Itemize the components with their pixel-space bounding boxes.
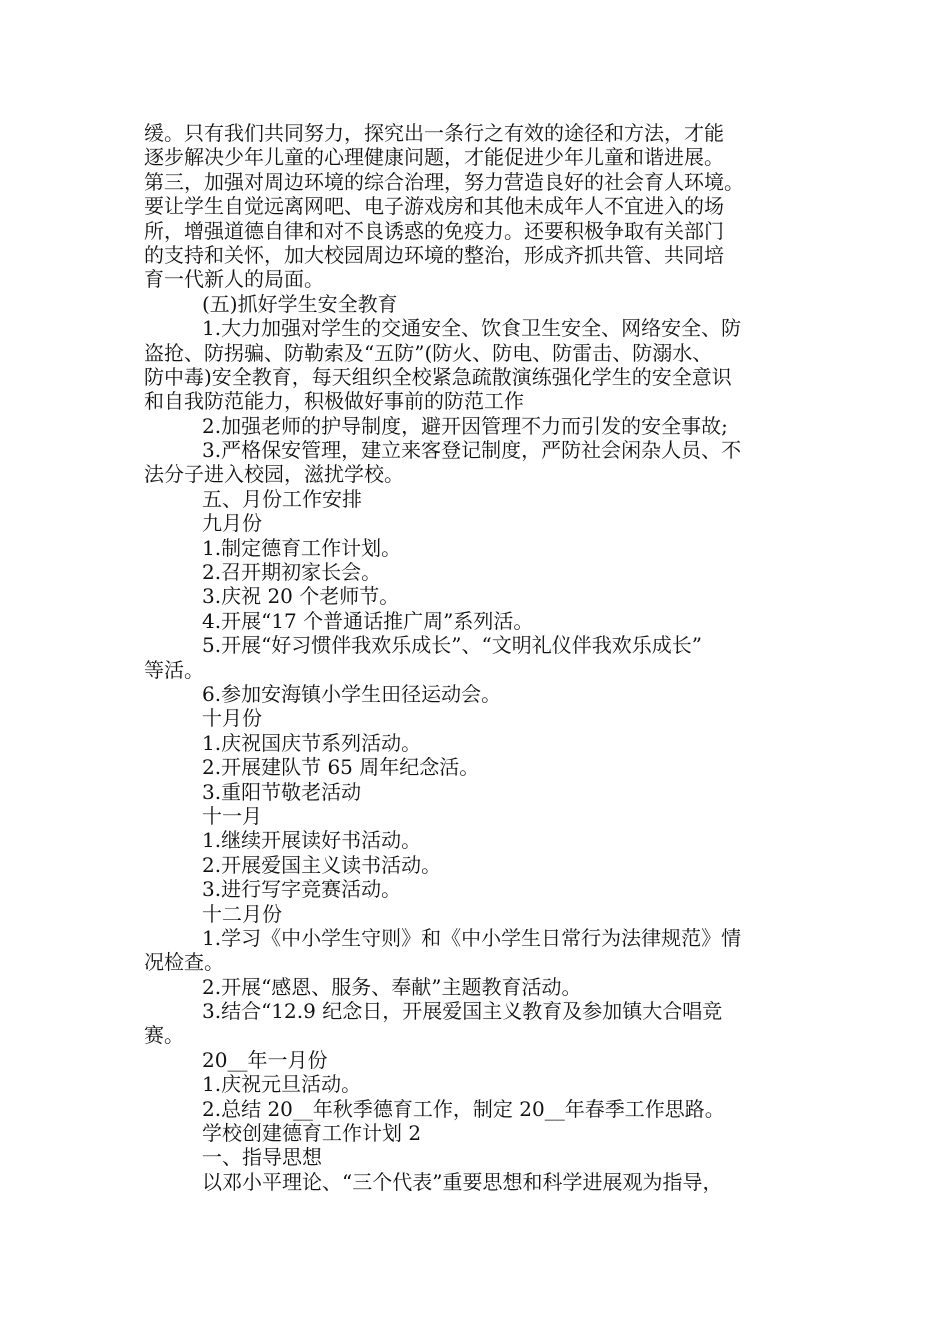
text-line: 2.开展建队节 65 周年纪念活。: [202, 755, 480, 780]
text-line: 2.召开期初家长会。: [202, 560, 382, 585]
text-line: 十月份: [202, 706, 262, 731]
text-line: 九月份: [202, 511, 262, 536]
document-body: [144, 121, 814, 1194]
text-line: 学校创建德育工作计划 2: [202, 1121, 422, 1146]
text-line: 1.庆祝国庆节系列活动。: [202, 730, 422, 755]
text-line: 缓。只有我们共同努力，探究出一条行之有效的途径和方法，才能: [144, 121, 724, 145]
text-line: 1.制定德育工作计划。: [202, 535, 402, 560]
text-line: 况检查。: [144, 950, 224, 975]
text-line: 3.严格保安管理，建立来客登记制度，严防社会闲杂人员、不: [202, 438, 742, 463]
text-line: 一、指导思想: [202, 1145, 322, 1170]
text-line: (五)抓好学生安全教育: [202, 291, 398, 316]
text-line: 逐步解决少年儿童的心理健康问题，才能促进少年儿童和谐进展。: [144, 145, 724, 170]
text-line: 3.重阳节敬老活动: [202, 779, 362, 804]
text-line: 和自我防范能力，积极做好事前的防范工作: [144, 389, 524, 414]
text-line: 20__年一月份: [202, 1047, 328, 1072]
text-line: 5.开展“好习惯伴我欢乐成长”、“文明礼仪伴我欢乐成长”: [202, 633, 702, 658]
text-line: 4.开展“17 个普通话推广周”系列活。: [202, 608, 534, 633]
text-line: 3.庆祝 20 个老师节。: [202, 584, 400, 609]
text-line: 十一月: [202, 803, 262, 828]
text-line: 第三，加强对周边环境的综合治理，努力营造良好的社会育人环境。: [144, 169, 744, 194]
text-line: 2.加强老师的护导制度，避开因管理不力而引发的安全事故;: [202, 413, 728, 438]
text-line: 要让学生自觉远离网吧、电子游戏房和其他未成年人不宜进入的场: [144, 194, 724, 219]
text-line: 等活。: [144, 657, 204, 682]
text-line: 盗抢、防拐骗、防勒索及“五防”(防火、防电、防雷击、防溺水、: [144, 340, 713, 365]
text-line: 1.学习《中小学生守则》和《中小学生日常行为法律规范》情: [202, 925, 742, 950]
text-line: 6.参加安海镇小学生田径运动会。: [202, 681, 502, 706]
text-line: 3.结合“12.9 纪念日，开展爱国主义教育及参加镇大合唱竞: [202, 999, 723, 1024]
text-line: 所，增强道德自律和对不良诱惑的免疫力。还要积极争取有关部门: [144, 218, 724, 243]
text-line: 五、月份工作安排: [202, 486, 362, 511]
text-line: 2.开展“感恩、服务、奉献”主题教育活动。: [202, 974, 582, 999]
text-line: 法分子进入校园，滋扰学校。: [144, 462, 404, 487]
text-line: 3.进行写字竞赛活动。: [202, 877, 402, 902]
text-line: 防中毒)安全教育，每天组织全校紧急疏散演练强化学生的安全意识: [144, 364, 732, 389]
text-line: 育一代新人的局面。: [144, 267, 324, 292]
text-line: 1.庆祝元旦活动。: [202, 1072, 362, 1097]
text-line: 1.继续开展读好书活动。: [202, 828, 422, 853]
text-line: 2.总结 20__年秋季德育工作，制定 20__年春季工作思路。: [202, 1096, 725, 1121]
text-line: 2.开展爱国主义读书活动。: [202, 852, 442, 877]
text-line: 十二月份: [202, 901, 282, 926]
text-line: 赛。: [144, 1023, 184, 1048]
text-line: 以邓小平理论、“三个代表”重要思想和科学进展观为指导，: [202, 1169, 723, 1194]
text-line: 1.大力加强对学生的交通安全、饮食卫生安全、网络安全、防: [202, 316, 742, 341]
text-line: 的支持和关怀，加大校园周边环境的整治，形成齐抓共管、共同培: [144, 242, 724, 267]
